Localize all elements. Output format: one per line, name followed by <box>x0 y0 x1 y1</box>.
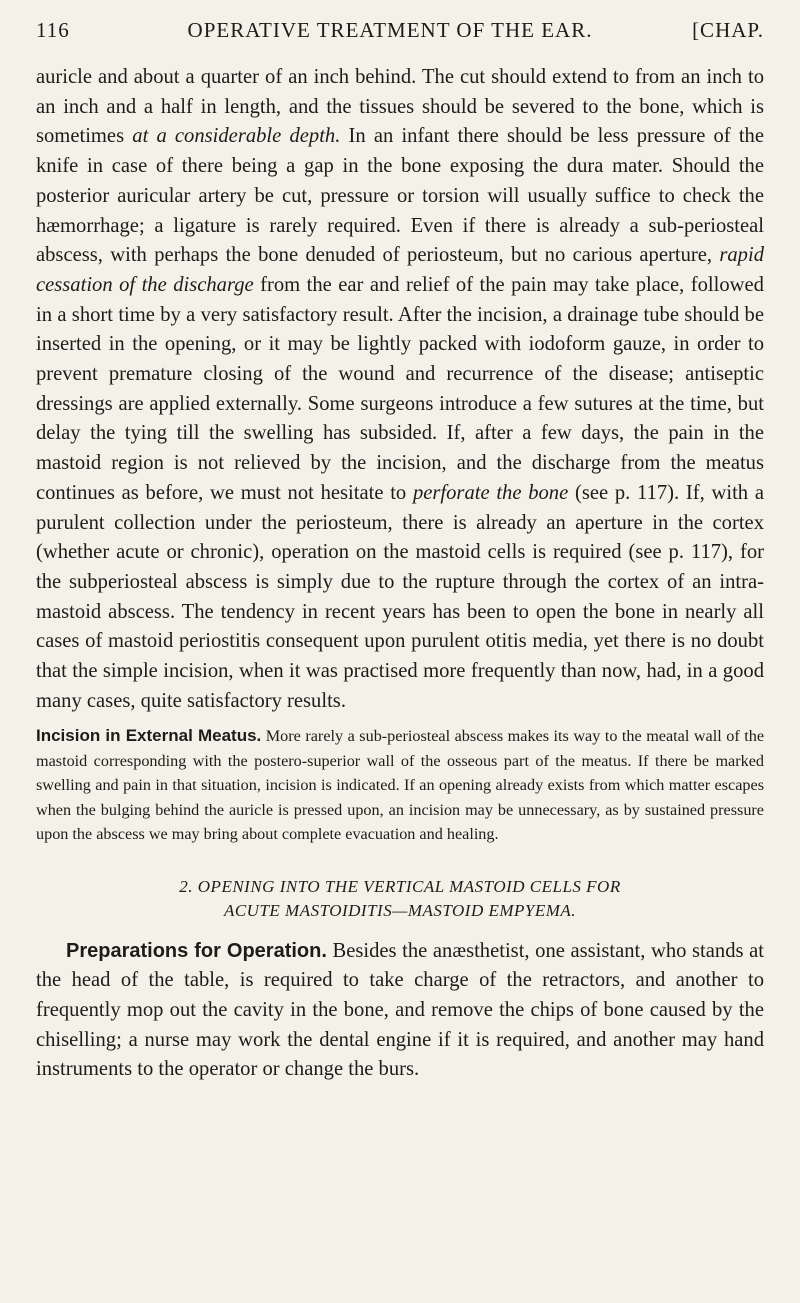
section-heading-line: ACUTE MASTOIDITIS—MASTOID EMPYEMA. <box>223 900 577 920</box>
run-in-heading: Preparations for Operation. <box>66 939 327 962</box>
chapter-mark: [CHAP. <box>692 18 764 42</box>
paragraph-incision-behind-auricle <box>36 63 764 716</box>
running-head <box>36 18 764 43</box>
paragraph-preparations <box>36 937 764 1086</box>
text-segment: (see p. 117). If, with a purulent collection under the periosteum, there is already an aperture in the cortex (whether acute or chronic), operation on the mastoid cells is required (see p. 117), for the subperiosteal abscess is simply due to the rupture through the cortex of an intra-mastoid abscess. The tendency in recent years has been to open the bone in nearly all cases of mastoid periostitis consequent upon purulent otitis media, yet there is no doubt that the simple incision, when it was practised more frequently than now, had, in a good many cases, quite satisfactory results. <box>36 481 764 712</box>
text-segment: from the ear and relief of the pain may take place, followed in a short time by a very satisfactory result. After the incision, a drainage tube should be inserted in the opening, or it may be lightly packed with iodoform gauze, in order to prevent premature closing of the wound and recurrence of the disease; antiseptic dressings are applied externally. Some surgeons introduce a few sutures at the time, but delay the tying till the swelling has subsided. If, after a few days, the pain in the mastoid region is not relieved by the incision, and the discharge from the meatus continues as before, we must not hesitate to <box>36 273 764 504</box>
section-heading-line: 2. OPENING INTO THE VERTICAL MASTOID CELLS FOR <box>179 876 621 896</box>
text-segment: In an infant there should be less pressure of the knife in case of there being a gap in the bone exposing the dura mater. Should the posterior auricular artery be cut, pressure or torsion will usually suffice to check the hæmorrhage; a ligature is rarely required. Even if there is already a sub-periosteal abscess, with perhaps the bone denuded of periosteum, but no carious aperture, <box>36 125 764 267</box>
running-title: OPERATIVE TREATMENT OF THE EAR. <box>187 18 593 42</box>
text-segment: Besides the anæsthetist, one assistant, who stands at the head of the table, is required to take charge of the retractors, and another to frequently mop out the cavity in the bone, and remove the chips of bone caused by the chiselling; a nurse may work the dental engine if it is required, and another may hand instruments to the operator or change the burs. <box>36 939 764 1081</box>
text-segment: More rarely a sub-periosteal abscess makes its way to the meatal wall of the mastoid corresponding with the postero-superior wall of the osseous part of the meatus. If there be marked swelling and pain in that situation, incision is indicated. If an opening already exists from which matter escapes when the bulging behind the auricle is pressed upon, an incision may be unnecessary, as by sustained pressure upon the abscess we may bring about complete evacuation and healing. <box>36 727 765 844</box>
page-number: 116 <box>36 18 70 42</box>
text-segment: auricle and about a quarter of an inch behind. The cut should extend to from an inch to an inch and a half in length, and the tissues should be severed to the bone, which is sometimes <box>36 66 764 148</box>
paragraph-incision-external-meatus <box>36 724 764 846</box>
section-heading <box>36 875 764 923</box>
run-in-heading: Incision in External Meatus. <box>36 726 262 746</box>
italic-phrase: perforate the bone <box>412 481 569 504</box>
italic-phrase: at a considerable depth. <box>132 125 341 148</box>
italic-phrase: rapid cessation of the discharge <box>36 244 764 296</box>
book-page <box>36 18 764 1085</box>
